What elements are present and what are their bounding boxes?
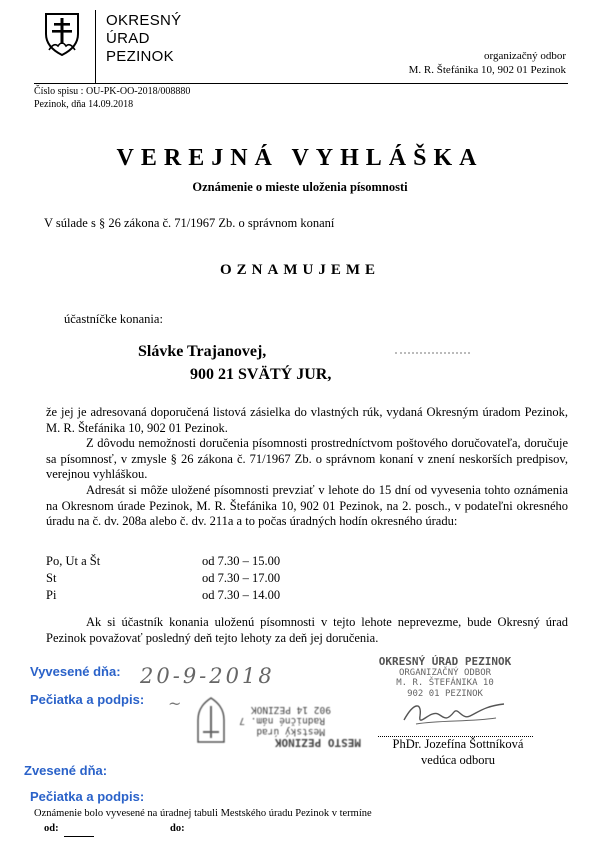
- from-label: od:: [44, 823, 59, 834]
- town-stamp: [190, 686, 365, 752]
- office-name-line3: PEZINOK: [106, 48, 174, 65]
- paragraph-text: že jej je adresovaná doporučená listová zásielka do vlastných rúk, vydaná Okresným úradom Pezinok, M. R. Štefánika 10, 902 01 Pezinok.: [46, 405, 568, 435]
- office-name-line1: OKRESNÝ: [106, 12, 182, 29]
- issue-date: Pezinok, dňa 14.09.2018: [34, 99, 134, 110]
- stamp-handwriting: ~: [168, 694, 182, 713]
- header-rule: [34, 83, 568, 84]
- hours-time: od 7.30 – 14.00: [202, 588, 281, 602]
- page-title: VEREJNÁ VYHLÁŠKA: [116, 145, 484, 171]
- signature-icon: [400, 698, 510, 737]
- body-paragraph-4: [46, 615, 568, 646]
- hours-row: [46, 587, 280, 604]
- hours-time: od 7.30 – 17.00: [202, 571, 281, 585]
- paragraph-text: Z dôvodu nemožnosti doručenia písomnosti prostredníctvom poštového doručovateľa, doručuje sa písomnosť, v zmysle § 26 zákona č. 71/1967 Zb. o správnom konaní v znení neskorších predpisov, verejnou vyhláškou.: [46, 436, 568, 481]
- town-stamp-line: 902 14 PEZINOK: [250, 704, 331, 715]
- department: organizačný odbor: [484, 50, 566, 62]
- town-stamp-line: MESTO PEZINOK: [274, 736, 361, 749]
- hours-time: od 7.30 – 15.00: [202, 554, 281, 568]
- stamp-signature-label-2: Pečiatka a podpis:: [30, 789, 145, 804]
- signatory-role: vedúca odboru: [421, 753, 495, 767]
- signatory-name: PhDr. Jozefína Šottníková: [392, 737, 524, 751]
- announcement-heading: OZNAMUJEME: [220, 262, 380, 278]
- town-stamp-line: Radničné nám. 7: [239, 715, 325, 726]
- from-underline: [64, 836, 94, 837]
- office-name: [106, 12, 181, 66]
- paragraph-text: Adresát si môže uložené písomnosti prevziať v lehote do 15 dní od vyvesenia tohto oznámenia na Okresnom úrade Pezinok, M. R. Štefánika 10, 902 01 Pezinok, na 2. posch., v podateľni okresného úradu na č. dv. 208a alebo č. dv. 211a a to počas úradných hodín okresného úradu:: [46, 483, 568, 528]
- coat-of-arms-icon: [44, 12, 80, 56]
- office-address: M. R. Štefánika 10, 902 01 Pezinok: [408, 64, 566, 76]
- posted-label: Vyvesené dňa:: [30, 664, 121, 679]
- addressee-name: Slávke Trajanovej,: [138, 343, 267, 360]
- office-stamp-line: 902 01 PEZINOK: [407, 688, 483, 699]
- paragraph-text: Ak si účastník konania uloženú písomnosti v tejto lehote neprevezme, bude Okresný úrad Pezinok považovať posledný deň tejto lehoty za deň jej doručenia.: [46, 615, 568, 645]
- legal-basis: V súlade s § 26 zákona č. 71/1967 Zb. o správnom konaní: [44, 216, 335, 230]
- office-stamp-line: OKRESNÝ ÚRAD PEZINOK: [378, 655, 512, 668]
- header-divider: [95, 10, 96, 84]
- removed-label: Zvesené dňa:: [24, 763, 108, 778]
- file-number: Číslo spisu : OU-PK-OO-2018/008880: [34, 86, 191, 97]
- body-paragraph-3: [46, 483, 568, 530]
- town-stamp-line: Mestský úrad: [256, 726, 325, 737]
- hours-days: Po, Ut a Št: [46, 554, 101, 568]
- office-stamp-line: M. R. ŠTEFÁNIKA 10: [396, 678, 494, 688]
- hours-days: Pi: [46, 588, 57, 602]
- hours-row: [46, 570, 280, 587]
- addressee-intro: účastníčke konania:: [64, 312, 163, 326]
- office-name-line2: ÚRAD: [106, 30, 150, 47]
- stamp-signature-label: Pečiatka a podpis:: [30, 692, 145, 707]
- posting-notice: Oznámenie bolo vyvesené na úradnej tabuli Mestského úradu Pezinok v termíne: [34, 808, 372, 819]
- hours-days: St: [46, 571, 57, 585]
- posted-date-handwritten: 20-9-2018: [140, 664, 275, 688]
- hours-row: [46, 553, 280, 570]
- office-stamp-line: ORGANIZAČNÝ ODBOR: [398, 667, 492, 678]
- office-hours: [46, 553, 280, 604]
- office-stamp: [370, 657, 520, 699]
- page-subtitle: Oznámenie o mieste uloženia písomnosti: [192, 180, 408, 194]
- to-label: do:: [170, 823, 185, 834]
- body-paragraph-1: [46, 405, 568, 436]
- addressee-city: 900 21 SVÄTÝ JUR,: [190, 366, 332, 383]
- body-paragraph-2: [46, 436, 568, 483]
- redacted-mark: [395, 352, 470, 356]
- town-seal-icon: [195, 691, 227, 746]
